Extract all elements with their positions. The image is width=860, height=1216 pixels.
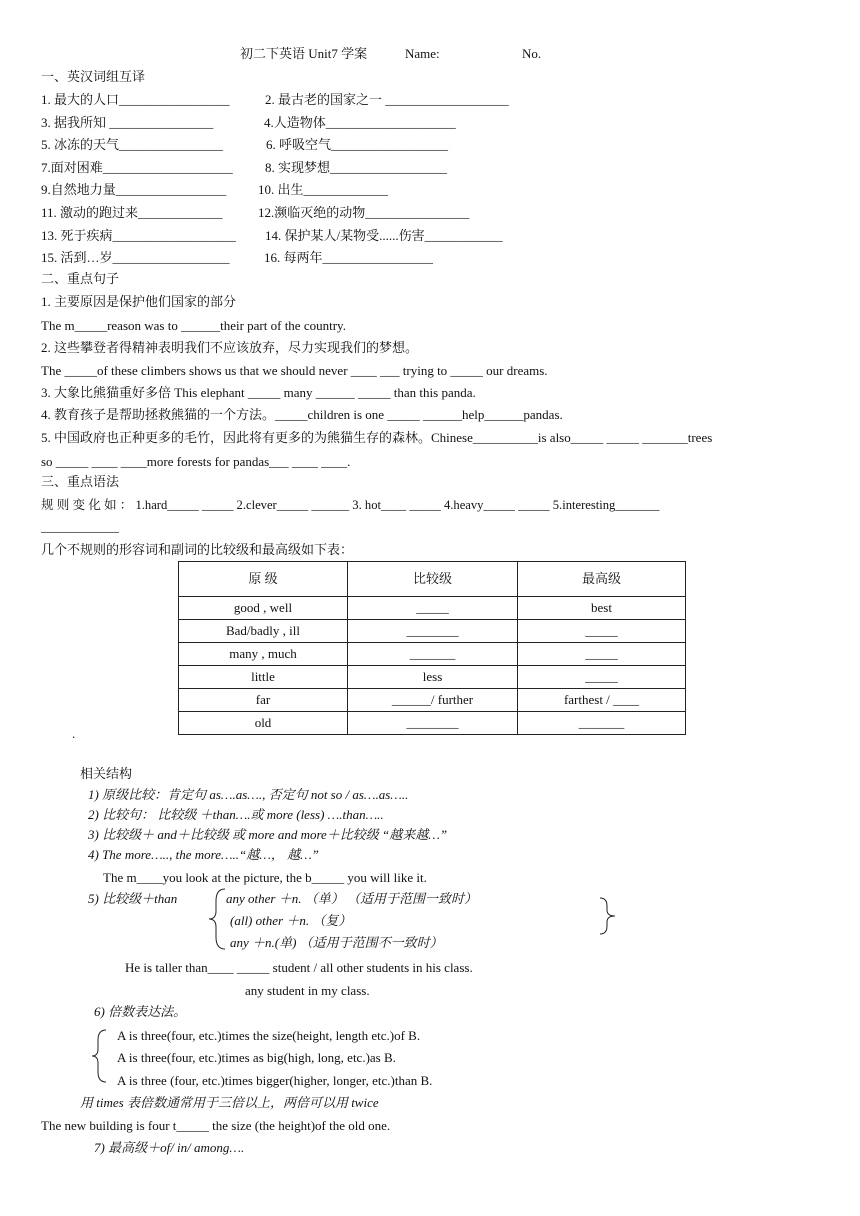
- phrase-item: 5. 冰冻的天气________________: [41, 137, 224, 152]
- note: 用 times 表倍数通常用于三倍以上，两倍可以用 twice: [80, 1095, 379, 1110]
- phrase-item: 3. 据我所知 ________________: [41, 115, 214, 130]
- structure-item: 7) 最高级＋of/ in/ among….: [94, 1140, 245, 1155]
- table-cell: ________: [348, 620, 518, 643]
- structure-option: any ＋n.(单) （适用于范围不一致时）: [230, 935, 443, 950]
- structure-item: 1) 原级比较：肯定句 as….as…., 否定句 not so / as….as…..: [88, 787, 409, 802]
- phrase-item: 13. 死于疾病___________________: [41, 228, 237, 243]
- structure-item: 6) 倍数表达法。: [94, 1004, 187, 1019]
- right-brace: [597, 896, 619, 936]
- sentence-line: 3. 大象比熊猫重好多倍 This elephant _____ many ______ _____ than this panda.: [41, 385, 476, 400]
- table-cell: many , much: [179, 643, 348, 666]
- phrase-item: 14. 保护某人/某物受......伤害____________: [265, 228, 503, 243]
- phrase-item: 1. 最大的人口_________________: [41, 92, 230, 107]
- column-header: 比较级: [348, 562, 518, 597]
- structure-item: 2) 比较句： 比较级 ＋than….或 more (less) ….than…..: [88, 807, 384, 822]
- example-sentence: The new building is four t_____ the size (the height)of the old one.: [41, 1118, 391, 1133]
- example-sentence: The m____you look at the picture, the b_____ you will like it.: [103, 870, 427, 885]
- table-cell: ______/ further: [348, 689, 518, 712]
- irregular-intro: 几个不规则的形容词和副词的比较级和最高级如下表：: [41, 542, 354, 557]
- phrase-item: 9.自然地力量_________________: [41, 182, 227, 197]
- sentence-line: The m_____reason was to ______their part of the country.: [41, 318, 346, 333]
- name-label: Name:: [405, 46, 440, 61]
- phrase-item: 10. 出生_____________: [258, 182, 389, 197]
- sentence-line: 5. 中国政府也正种更多的毛竹，因此将有更多的为熊猫生存的森林。Chinese__________is also_____ _____ _______trees: [41, 430, 713, 445]
- table-cell: _______: [348, 643, 518, 666]
- phrase-item: 12.濒临灭绝的动物________________: [258, 205, 470, 220]
- structures-heading: 相关结构: [80, 766, 133, 781]
- phrase-item: 6. 呼吸空气__________________: [266, 137, 449, 152]
- table-cell: _____: [518, 666, 686, 689]
- example-sentence: He is taller than____ _____ student / all other students in his class.: [125, 960, 473, 975]
- example-sentence: any student in my class.: [245, 983, 370, 998]
- sentence-line: 2. 这些攀登者得精神表明我们不应该放弃，尽力实现我们的梦想。: [41, 340, 419, 355]
- table-cell: good , well: [179, 597, 348, 620]
- table-cell: _____: [518, 620, 686, 643]
- table-cell: farthest / ____: [518, 689, 686, 712]
- table-cell: ________: [348, 712, 518, 735]
- sentence-line: so _____ ____ ____more forests for pandas___ ____ ____.: [41, 454, 351, 469]
- section3-heading: 三、重点语法: [41, 474, 120, 489]
- phrase-item: 8. 实现梦想__________________: [265, 160, 448, 175]
- table-cell: _____: [518, 643, 686, 666]
- table-cell: _____: [348, 597, 518, 620]
- column-header: 原 级: [179, 562, 348, 597]
- table-row: [179, 597, 686, 620]
- multiple-pattern: A is three(four, etc.)times the size(height, length etc.)of B.: [117, 1028, 421, 1043]
- section1-heading: 一、英汉词组互译: [41, 69, 146, 84]
- table-cell: _______: [518, 712, 686, 735]
- structure-option: (all) other ＋n. （复）: [230, 913, 352, 928]
- table-cell: Bad/badly , ill: [179, 620, 348, 643]
- section2-heading: 二、重点句子: [41, 271, 120, 286]
- left-brace: [90, 1028, 110, 1084]
- column-header: 最高级: [518, 562, 686, 597]
- table-header-row: [179, 562, 686, 597]
- table-cell: little: [179, 666, 348, 689]
- table-cell: far: [179, 689, 348, 712]
- structure-option: any other ＋n. （单） （适用于范围一致时）: [226, 891, 477, 906]
- multiple-pattern: A is three (four, etc.)times bigger(higher, longer, etc.)than B.: [117, 1073, 433, 1088]
- rules-line: 规 则 变 化 如 ： 1.hard_____ _____ 2.clever_____ ______ 3. hot____ _____ 4.heavy_____ _____ 5.interesting_______: [41, 498, 660, 512]
- page-title: 初二下英语 Unit7 学案: [240, 46, 368, 61]
- sentence-line: 1. 主要原因是保护他们国家的部分: [41, 294, 237, 309]
- table-row: [179, 712, 686, 735]
- table-row: [179, 643, 686, 666]
- structure-item: 5) 比较级＋than: [88, 891, 178, 906]
- table-cell: less: [348, 666, 518, 689]
- structure-item: 3) 比较级＋ and＋比较级 或 more and more＋比较级 “越来越…”: [88, 827, 448, 842]
- no-label: No.: [522, 46, 542, 61]
- structure-item: 4) The more….., the more…..“越…， 越…”: [88, 847, 319, 862]
- phrase-item: 2. 最古老的国家之一 ___________________: [265, 92, 509, 107]
- multiple-pattern: A is three(four, etc.)times as big(high, long, etc.)as B.: [117, 1050, 396, 1065]
- phrase-item: 7.面对困难____________________: [41, 160, 233, 175]
- table-cell: best: [518, 597, 686, 620]
- comparison-table: [178, 561, 686, 735]
- sentence-line: The _____of these climbers shows us that we should never ____ ___ trying to _____ our dreams.: [41, 363, 548, 378]
- sentence-line: 4. 教育孩子是帮助拯救熊猫的一个方法。_____children is one _____ ______help______pandas.: [41, 407, 563, 422]
- phrase-item: 16. 每两年_________________: [264, 250, 434, 265]
- table-row: [179, 666, 686, 689]
- rules-line-cont: ____________: [41, 519, 119, 534]
- stray-dot: .: [72, 726, 76, 741]
- table-row: [179, 620, 686, 643]
- phrase-item: 15. 活到…岁__________________: [41, 250, 230, 265]
- phrase-item: 4.人造物体____________________: [264, 115, 456, 130]
- table-cell: old: [179, 712, 348, 735]
- phrase-item: 11. 激动的跑过来_____________: [41, 205, 223, 220]
- table-row: [179, 689, 686, 712]
